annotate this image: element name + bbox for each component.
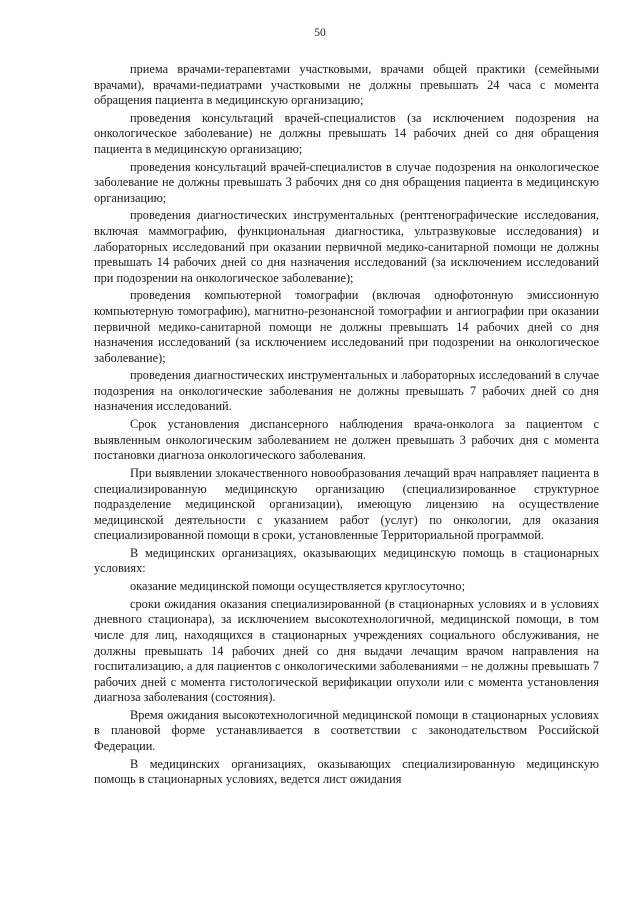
paragraph: сроки ожидания оказания специализированной (в стационарных условиях и в условиях дневного стационара), за исключением высокотехнологичной, медицинской помощи, в том числе для лиц, находящихся в стационарных учреждениях социального обслуживания, не должны превышать 14 рабочих дней со дня выдачи лечащим врачом направления на госпитализацию, а для пациентов с онкологическими заболеваниями – не должны превышать 7 рабочих дней с момента гистологической верификации опухоли или с момента установления диагноза заболевания (состояния). bbox=[94, 596, 599, 705]
paragraph: При выявлении злокачественного новообразования лечащий врач направляет пациента в специализированную медицинскую организацию (специализированное структурное подразделение медицинской организации), имеющую лицензию на осуществление медицинской деятельности с указанием работ (услуг) по онкологии, для оказания специализированной помощи в сроки, установленные Территориальной программой. bbox=[94, 465, 599, 543]
paragraph: оказание медицинской помощи осуществляется круглосуточно; bbox=[130, 579, 465, 594]
paragraph: В медицинских организациях, оказывающих медицинскую помощь в стационарных условиях: bbox=[94, 545, 599, 576]
paragraph: приема врачами-терапевтами участковыми, врачами общей практики (семейными врачами), врачами-педиатрами участковыми не должны превышать 24 часа с момента обращения пациента в медицинскую организацию; bbox=[94, 62, 599, 108]
paragraph: проведения диагностических инструментальных и лабораторных исследований в случае подозрения на онкологические заболевания не должны превышать 7 рабочих дней со дня назначения исследований. bbox=[94, 368, 599, 414]
paragraph: Время ожидания высокотехнологичной медицинской помощи в стационарных условиях в плановой форме устанавливается в соответствии с законодательством Российской Федерации. bbox=[94, 707, 599, 754]
document-body bbox=[94, 62, 599, 790]
paragraph: проведения консультаций врачей-специалистов (за исключением подозрения на онкологическое заболевание) не должны превышать 14 рабочих дней со дня обращения пациента в медицинскую организацию; bbox=[94, 110, 599, 156]
page-number: 50 bbox=[314, 27, 326, 39]
paragraph: проведения диагностических инструментальных (рентгенографические исследования, включая маммографию, функциональная диагностика, ультразвуковые исследования) и лабораторных исследований при оказании первичной медико-санитарной помощи не должны превышать 14 рабочих дней со дня назначения исследований (за исключением исследований при подозрении на онкологическое заболевание); bbox=[94, 208, 599, 285]
paragraph: В медицинских организациях, оказывающих специализированную медицинскую помощь в стационарных условиях, ведется лист ожидания bbox=[94, 756, 599, 787]
paragraph: проведения консультаций врачей-специалистов в случае подозрения на онкологическое заболевание не должны превышать 3 рабочих дня со дня обращения пациента в медицинскую организацию; bbox=[94, 159, 599, 205]
paragraph: Срок установления диспансерного наблюдения врача-онколога за пациентом с выявленным онкологическим заболеванием не должен превышать 3 рабочих дня с момента постановки диагноза онкологического заболевания. bbox=[94, 417, 599, 463]
paragraph: проведения компьютерной томографии (включая однофотонную эмиссионную компьютерную томографию), магнитно-резонансной томографии и ангиографии при оказании первичной медико-санитарной помощи не должны превышать 14 рабочих дней со дня назначения исследований (за исключением исследований при подозрении на онкологическое заболевание); bbox=[94, 288, 599, 365]
